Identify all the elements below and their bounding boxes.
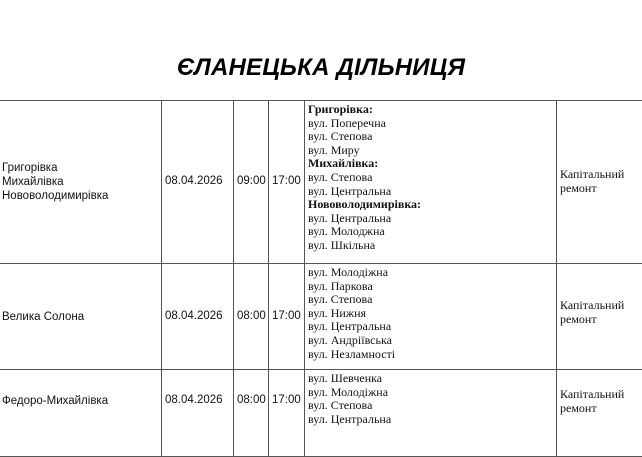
street-line: вул. Центральна (308, 413, 553, 427)
street-line: вул. Степова (308, 293, 553, 307)
street-line: вул. Молодіжна (308, 386, 553, 400)
street-line: вул. Шкільна (308, 239, 553, 253)
reason-text: ремонт (560, 182, 641, 196)
street-line: вул. Центральна (308, 185, 553, 199)
start-time-cell: 08:00 (234, 264, 269, 370)
street-line: вул. Миру (308, 144, 553, 158)
start-time-cell: 09:00 (234, 101, 269, 264)
schedule-body (0, 101, 642, 457)
location-name: Велика Солона (2, 310, 158, 324)
date-cell: 08.04.2026 (162, 101, 234, 264)
street-line: вул. Андріївська (308, 334, 553, 348)
page-title: ЄЛАНЕЦЬКА ДІЛЬНИЦЯ (0, 54, 642, 82)
location-name: Федоро-Михайлівка (2, 394, 158, 408)
streets-cell (305, 264, 557, 370)
reason-text: ремонт (560, 313, 641, 327)
reason-cell (557, 101, 642, 264)
table-row (0, 101, 642, 264)
date-cell: 08.04.2026 (162, 370, 234, 457)
village-heading: Нововолодимирівка: (308, 198, 553, 212)
village-heading: Григорівка: (308, 103, 553, 117)
date-cell: 08.04.2026 (162, 264, 234, 370)
table-row (0, 264, 642, 370)
outage-schedule-table (0, 100, 642, 457)
street-line: вул. Нижня (308, 307, 553, 321)
locations-cell (0, 101, 162, 264)
location-name: Григорівка (2, 161, 158, 175)
street-line: вул. Паркова (308, 280, 553, 294)
end-time-cell: 17:00 (269, 264, 305, 370)
street-line: вул. Незламності (308, 348, 553, 362)
reason-text: Капітальний (560, 299, 641, 313)
end-time-cell: 17:00 (269, 370, 305, 457)
reason-text: ремонт (560, 402, 641, 416)
street-line: вул. Шевченка (308, 372, 553, 386)
street-line: вул. Степова (308, 130, 553, 144)
location-name: Михайлівка (2, 175, 158, 189)
streets-cell (305, 370, 557, 457)
table-row (0, 370, 642, 457)
street-line: вул. Центральна (308, 320, 553, 334)
locations-cell (0, 264, 162, 370)
reason-cell (557, 370, 642, 457)
end-time-cell: 17:00 (269, 101, 305, 264)
locations-cell (0, 370, 162, 457)
street-line: вул. Центральна (308, 212, 553, 226)
reason-text: Капітальний (560, 168, 641, 182)
reason-text: Капітальний (560, 388, 641, 402)
street-line: вул. Молоджна (308, 225, 553, 239)
street-line: вул. Степова (308, 399, 553, 413)
location-name: Нововолодимирівка (2, 189, 158, 203)
street-line: вул. Молодіжна (308, 266, 553, 280)
reason-cell (557, 264, 642, 370)
street-line: вул. Поперечна (308, 117, 553, 131)
village-heading: Михайлівка: (308, 157, 553, 171)
streets-cell (305, 101, 557, 264)
start-time-cell: 08:00 (234, 370, 269, 457)
street-line: вул. Степова (308, 171, 553, 185)
